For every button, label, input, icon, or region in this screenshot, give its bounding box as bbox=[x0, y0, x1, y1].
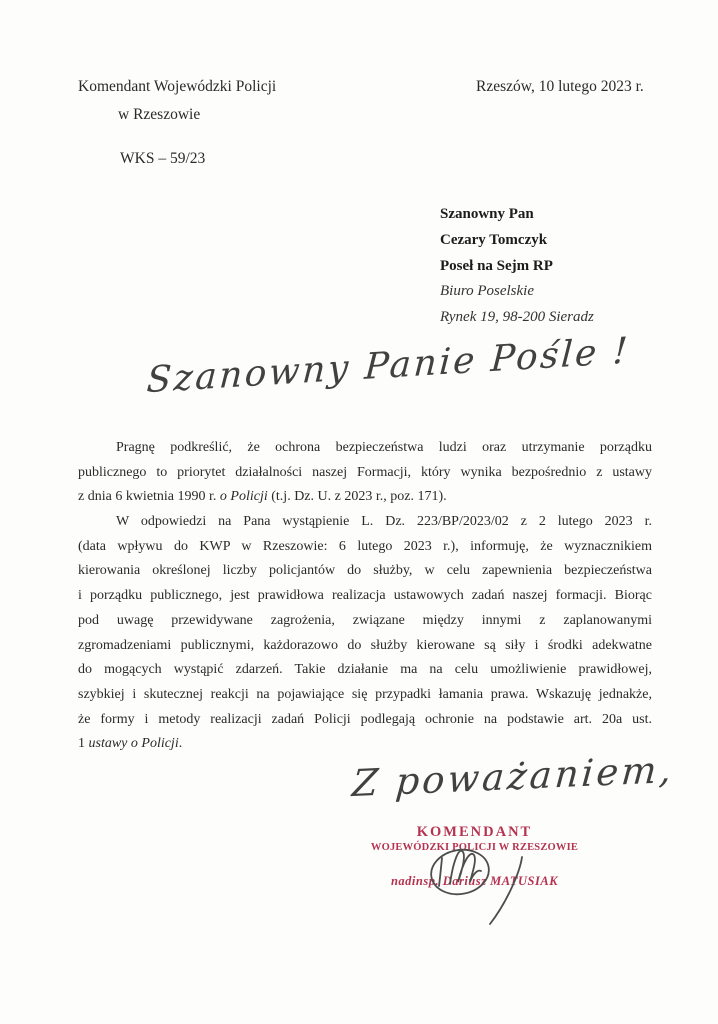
body-line: zgromadzeniami publicznymi, każdorazowo do służby kierowane są siły i środki adekwatne bbox=[78, 637, 652, 653]
body-line: do mogących wystąpić zdarzeń. Takie działanie ma na celu umożliwienie prawidłowej, bbox=[78, 662, 652, 678]
body-line: że formy i metody realizacji zadań Policji podlegają ochronie na podstawie art. 20a ust. bbox=[78, 711, 652, 727]
sender-city: w Rzeszowie bbox=[118, 106, 201, 123]
recipient-salutation: Szanowny Pan bbox=[440, 206, 534, 222]
letter-body bbox=[78, 436, 652, 757]
body-line: i porządku publicznego, jest prawidłowa realizacja ustawowych zadań naszej formacji. Biorąc bbox=[78, 588, 652, 604]
body-text: . bbox=[178, 736, 183, 752]
body-line: publicznego to priorytet działalności naszej Formacji, który wynika bezpośrednio z ustawy bbox=[78, 464, 652, 480]
body-line: Pragnę podkreślić, że ochrona bezpieczeństwa ludzi oraz utrzymanie porządku bbox=[116, 440, 652, 455]
body-text-italic: ustawy o Policji bbox=[88, 736, 179, 752]
body-line: W odpowiedzi na Pana wystąpienie L. Dz. 223/BP/2023/02 z 2 lutego 2023 r. bbox=[116, 514, 652, 530]
recipient-name: Cezary Tomczyk bbox=[440, 231, 548, 248]
handwritten-salutation: Szanowny Panie Pośle ! bbox=[145, 330, 631, 402]
body-text: z dnia 6 kwietnia 1990 r. bbox=[78, 489, 220, 505]
body-line: pod uwagę przewidywane zagrożenia, związane między innymi z zaplanowanymi bbox=[78, 612, 652, 628]
body-line: kierowania określonej liczby policjantów do służby, w celu zapewnienia bezpieczeństwa bbox=[78, 563, 652, 579]
recipient-block bbox=[440, 202, 594, 331]
body-line: szybkiej i skutecznej reakcji na pojawiające się przypadki łamania prawa. Wskazuję jednakże, bbox=[78, 686, 652, 702]
reference-number: WKS – 59/23 bbox=[120, 150, 206, 167]
sender-name: Komendant Wojewódzki Policji bbox=[78, 78, 277, 95]
stamp-subtitle: WOJEWÓDZKI POLICJI W RZESZOWIE bbox=[370, 842, 579, 853]
stamp-title: KOMENDANT bbox=[416, 824, 533, 840]
recipient-address: Rynek 19, 98-200 Sieradz bbox=[440, 309, 594, 326]
body-line bbox=[78, 485, 652, 510]
body-text-italic: o Policji bbox=[219, 489, 268, 505]
recipient-title: Poseł na Sejm RP bbox=[440, 257, 553, 274]
body-text: (t.j. Dz. U. z 2023 r., poz. 171). bbox=[267, 489, 447, 505]
signature-scribble bbox=[393, 840, 575, 936]
body-text: 1 bbox=[78, 736, 89, 752]
letter-date: Rzeszów, 10 lutego 2023 r. bbox=[476, 78, 644, 95]
handwritten-closing: Z poważaniem, bbox=[350, 747, 676, 806]
recipient-office: Biuro Poselskie bbox=[440, 283, 535, 300]
stamp-signer-name: nadinsp. Dariusz MATUSIAK bbox=[390, 874, 559, 888]
body-line: (data wpływu do KWP w Rzeszowie: 6 lutego 2023 r.), informuję, że wyznacznikiem bbox=[78, 538, 652, 554]
